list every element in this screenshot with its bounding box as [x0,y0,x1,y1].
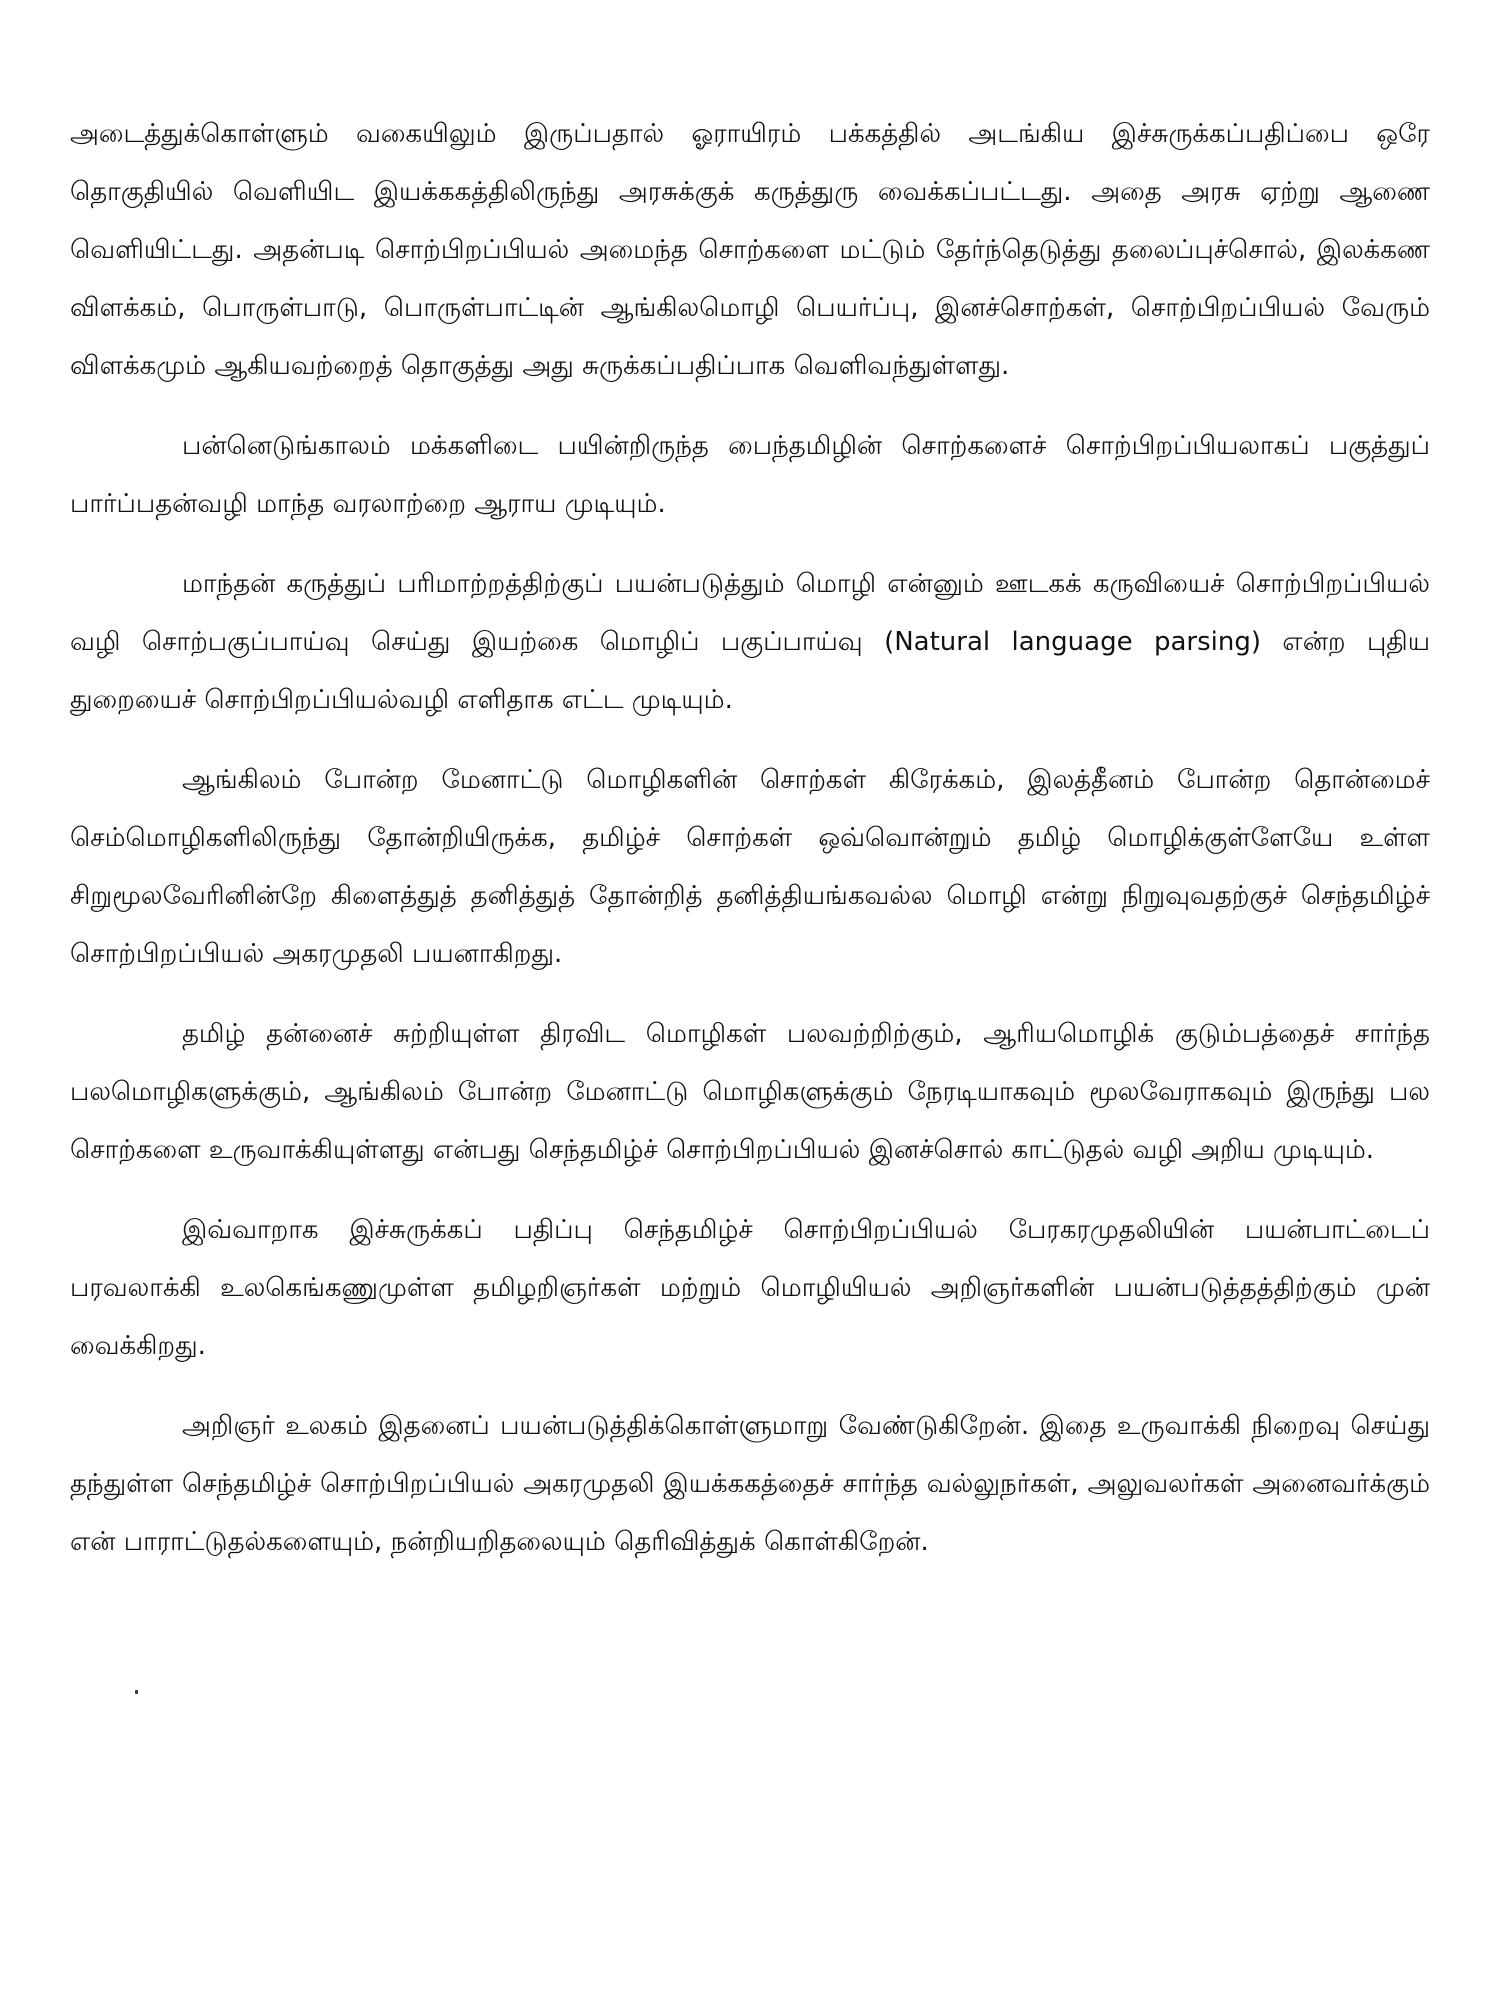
paragraph-7: அறிஞர் உலகம் இதனைப் பயன்படுத்திக்கொள்ளுமாறு வேண்டுகிறேன். இதை உருவாக்கி நிறைவு செய்து தந்துள்ள செந்தமிழ்ச் சொற்பிறப்பியல் அகரமுதலி இயக்ககத்தைச் சார்ந்த வல்லுநர்கள், அலுவலர்கள் அனைவர்க்கும் என் பாராட்டுதல்களையும், நன்றியறிதலையும் தெரிவித்துக் கொள்கிறேன். [70,1411,1430,1557]
paragraph-5: தமிழ் தன்னைச் சுற்றியுள்ள திரவிட மொழிகள் பலவற்றிற்கும், ஆரியமொழிக் குடும்பத்தைச் சார்ந்த பலமொழிகளுக்கும், ஆங்கிலம் போன்ற மேனாட்டு மொழிகளுக்கும் நேரடியாகவும் மூலவேராகவும் இருந்து பல சொற்களை உருவாக்கியுள்ளது என்பது செந்தமிழ்ச் சொற்பிறப்பியல் இனச்சொல் காட்டுதல் வழி அறிய முடியும். [70,1019,1430,1165]
paragraph-1: அடைத்துக்கொள்ளும் வகையிலும் இருப்பதால் ஓராயிரம் பக்கத்தில் அடங்கிய இச்சுருக்கப்பதிப்பை ஒரே தொகுதியில் வெளியிட இயக்ககத்திலிருந்து அரசுக்குக் கருத்துரு வைக்கப்பட்டது. அதை அரசு ஏற்று ஆணை வெளியிட்டது. அதன்படி சொற்பிறப்பியல் அமைந்த சொற்களை மட்டும் தேர்ந்தெடுத்து தலைப்புச்சொல், இலக்கண விளக்கம், பொருள்பாடு, பொருள்பாட்டின் ஆங்கிலமொழி பெயர்ப்பு, இனச்சொற்கள், சொற்பிறப்பியல் வேரும் விளக்கமும் ஆகியவற்றைத் தொகுத்து அது சுருக்கப்பதிப்பாக வெளிவந்துள்ளது. [70,119,1430,381]
paragraph-3: மாந்தன் கருத்துப் பரிமாற்றத்திற்குப் பயன்படுத்தும் மொழி என்னும் ஊடகக் கருவியைச் சொற்பிறப்பியல் வழி சொற்பகுப்பாய்வு செய்து இயற்கை மொழிப் பகுப்பாய்வு (Natural language parsing) என்ற புதிய துறையைச் சொற்பிறப்பியல்வழி எளிதாக எட்ட முடியும். [70,569,1430,715]
paragraph-6: இவ்வாறாக இச்சுருக்கப் பதிப்பு செந்தமிழ்ச் சொற்பிறப்பியல் பேரகரமுதலியின் பயன்பாட்டைப் பரவலாக்கி உலகெங்கணுமுள்ள தமிழறிஞர்கள் மற்றும் மொழியியல் அறிஞர்களின் பயன்படுத்தத்திற்கும் முன் வைக்கிறது. [70,1215,1430,1361]
scan-speck [135,1690,138,1694]
paragraph-4: ஆங்கிலம் போன்ற மேனாட்டு மொழிகளின் சொற்கள் கிரேக்கம், இலத்தீனம் போன்ற தொன்மைச் செம்மொழிகளிலிருந்து தோன்றியிருக்க, தமிழ்ச் சொற்கள் ஒவ்வொன்றும் தமிழ் மொழிக்குள்ளேயே உள்ள சிறுமூலவேரினின்றே கிளைத்துத் தனித்துத் தோன்றித் தனித்தியங்கவல்ல மொழி என்று நிறுவுவதற்குச் செந்தமிழ்ச் சொற்பிறப்பியல் அகரமுதலி பயனாகிறது. [70,765,1430,969]
document-page [70,105,1430,1593]
paragraph-2: பன்னெடுங்காலம் மக்களிடை பயின்றிருந்த பைந்தமிழின் சொற்களைச் சொற்பிறப்பியலாகப் பகுத்துப் பார்ப்பதன்வழி மாந்த வரலாற்றை ஆராய முடியும். [70,431,1430,519]
